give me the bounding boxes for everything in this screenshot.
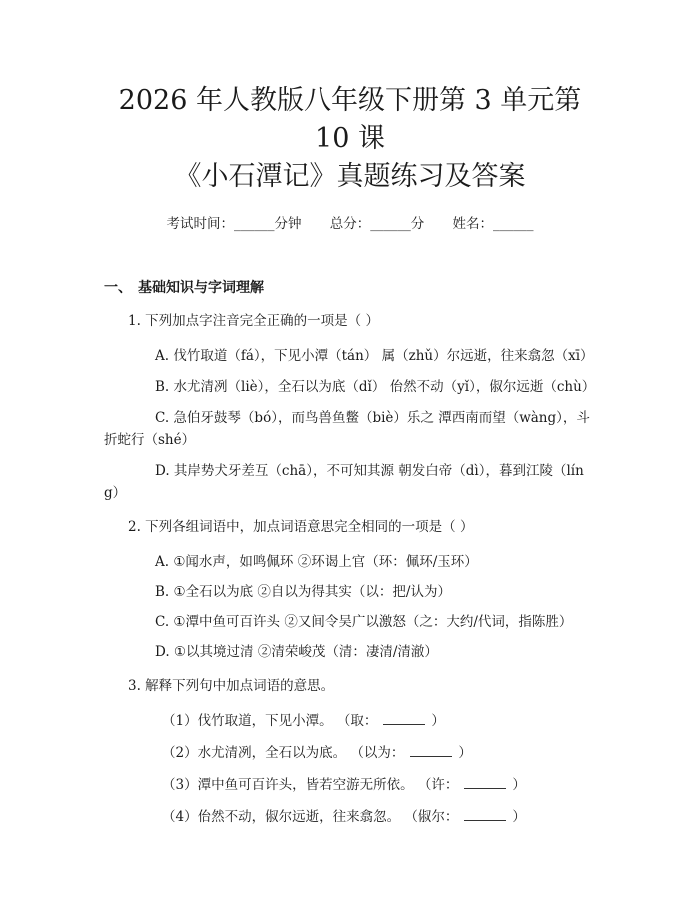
- q1-option-d: D. 其岸势犬牙差互（chā），不可知其源 朝发白帝（dì），暮到江陵（líng）: [104, 463, 584, 501]
- q3-item-4-end: ）: [512, 809, 526, 825]
- question-3-stem: 3. 解释下列句中加点词语的意思。: [128, 678, 335, 694]
- q2-option-b: B. ①全石以为底 ②自以为得其实（以：把/认为）: [155, 584, 451, 600]
- q3-item-3-text: （3）潭中鱼可百许头，皆若空游无所依。 （许：: [162, 777, 459, 793]
- section-title: 基础知识与字词理解: [138, 280, 264, 296]
- answer-blank[interactable]: [383, 710, 425, 725]
- title-line-2: 《小石潭记》真题练习及答案: [174, 161, 526, 192]
- q1-option-b: B. 水尤清冽（liè），全石以为底（dǐ） 佁然不动（yǐ），俶尔远逝（chù）: [155, 379, 596, 395]
- q3-item-4-text: （4）佁然不动，俶尔远逝，往来翕忽。 （俶尔：: [162, 809, 459, 825]
- question-3-items: [104, 710, 596, 827]
- q3-item-2: [162, 742, 596, 763]
- q3-item-1-end: ）: [431, 713, 445, 729]
- answer-blank[interactable]: [410, 742, 452, 757]
- exam-time: 考试时间：______分钟: [166, 216, 302, 232]
- q3-item-4: [162, 806, 596, 827]
- q3-item-1-text: （1）伐竹取道，下见小潭。 （取：: [162, 713, 378, 729]
- exam-score: 总分：______分: [329, 216, 425, 232]
- answer-blank[interactable]: [464, 774, 506, 789]
- question-1-options: [104, 345, 596, 504]
- q3-item-2-text: （2）水尤清冽，全石以为底。 （以为：: [162, 745, 405, 761]
- section-heading: [104, 278, 596, 298]
- q3-item-3-end: ）: [512, 777, 526, 793]
- answer-blank[interactable]: [464, 806, 506, 821]
- q2-option-d: D. ①以其境过清 ②清荣峻茂（清：凄清/清澈）: [155, 644, 438, 660]
- document-title: [104, 0, 596, 196]
- exam-meta: [104, 214, 596, 234]
- question-1-stem: 1. 下列加点字注音完全正确的一项是（ ）: [128, 313, 379, 329]
- exam-name: 姓名：______: [452, 216, 534, 232]
- q3-item-2-end: ）: [458, 745, 472, 761]
- question-2-options: [104, 551, 596, 663]
- q3-item-3: [162, 774, 596, 795]
- q1-option-a: A. 伐竹取道（fá），下见小潭（tán） 属（zhǔ）尔远逝，往来翕忽（xī）: [155, 348, 594, 364]
- q2-option-a: A. ①闻水声，如鸣佩环 ②环谒上官（环：佩环/玉环）: [155, 554, 478, 570]
- section-number: 一、: [104, 280, 132, 296]
- question-2-stem: 2. 下列各组词语中，加点词语意思完全相同的一项是（ ）: [128, 519, 474, 535]
- q3-item-1: [162, 710, 596, 731]
- title-line-1: 2026 年人教版八年级下册第 3 单元第 10 课: [118, 85, 582, 154]
- q2-option-c: C. ①潭中鱼可百许头 ②又间令吴广以激怒（之：大约/代词，指陈胜）: [155, 614, 573, 630]
- q1-option-c: C. 急伯牙鼓琴（bó），而鸟兽鱼鳖（biè）乐之 潭西南而望（wàng），斗折蛇行（shé）: [104, 410, 590, 448]
